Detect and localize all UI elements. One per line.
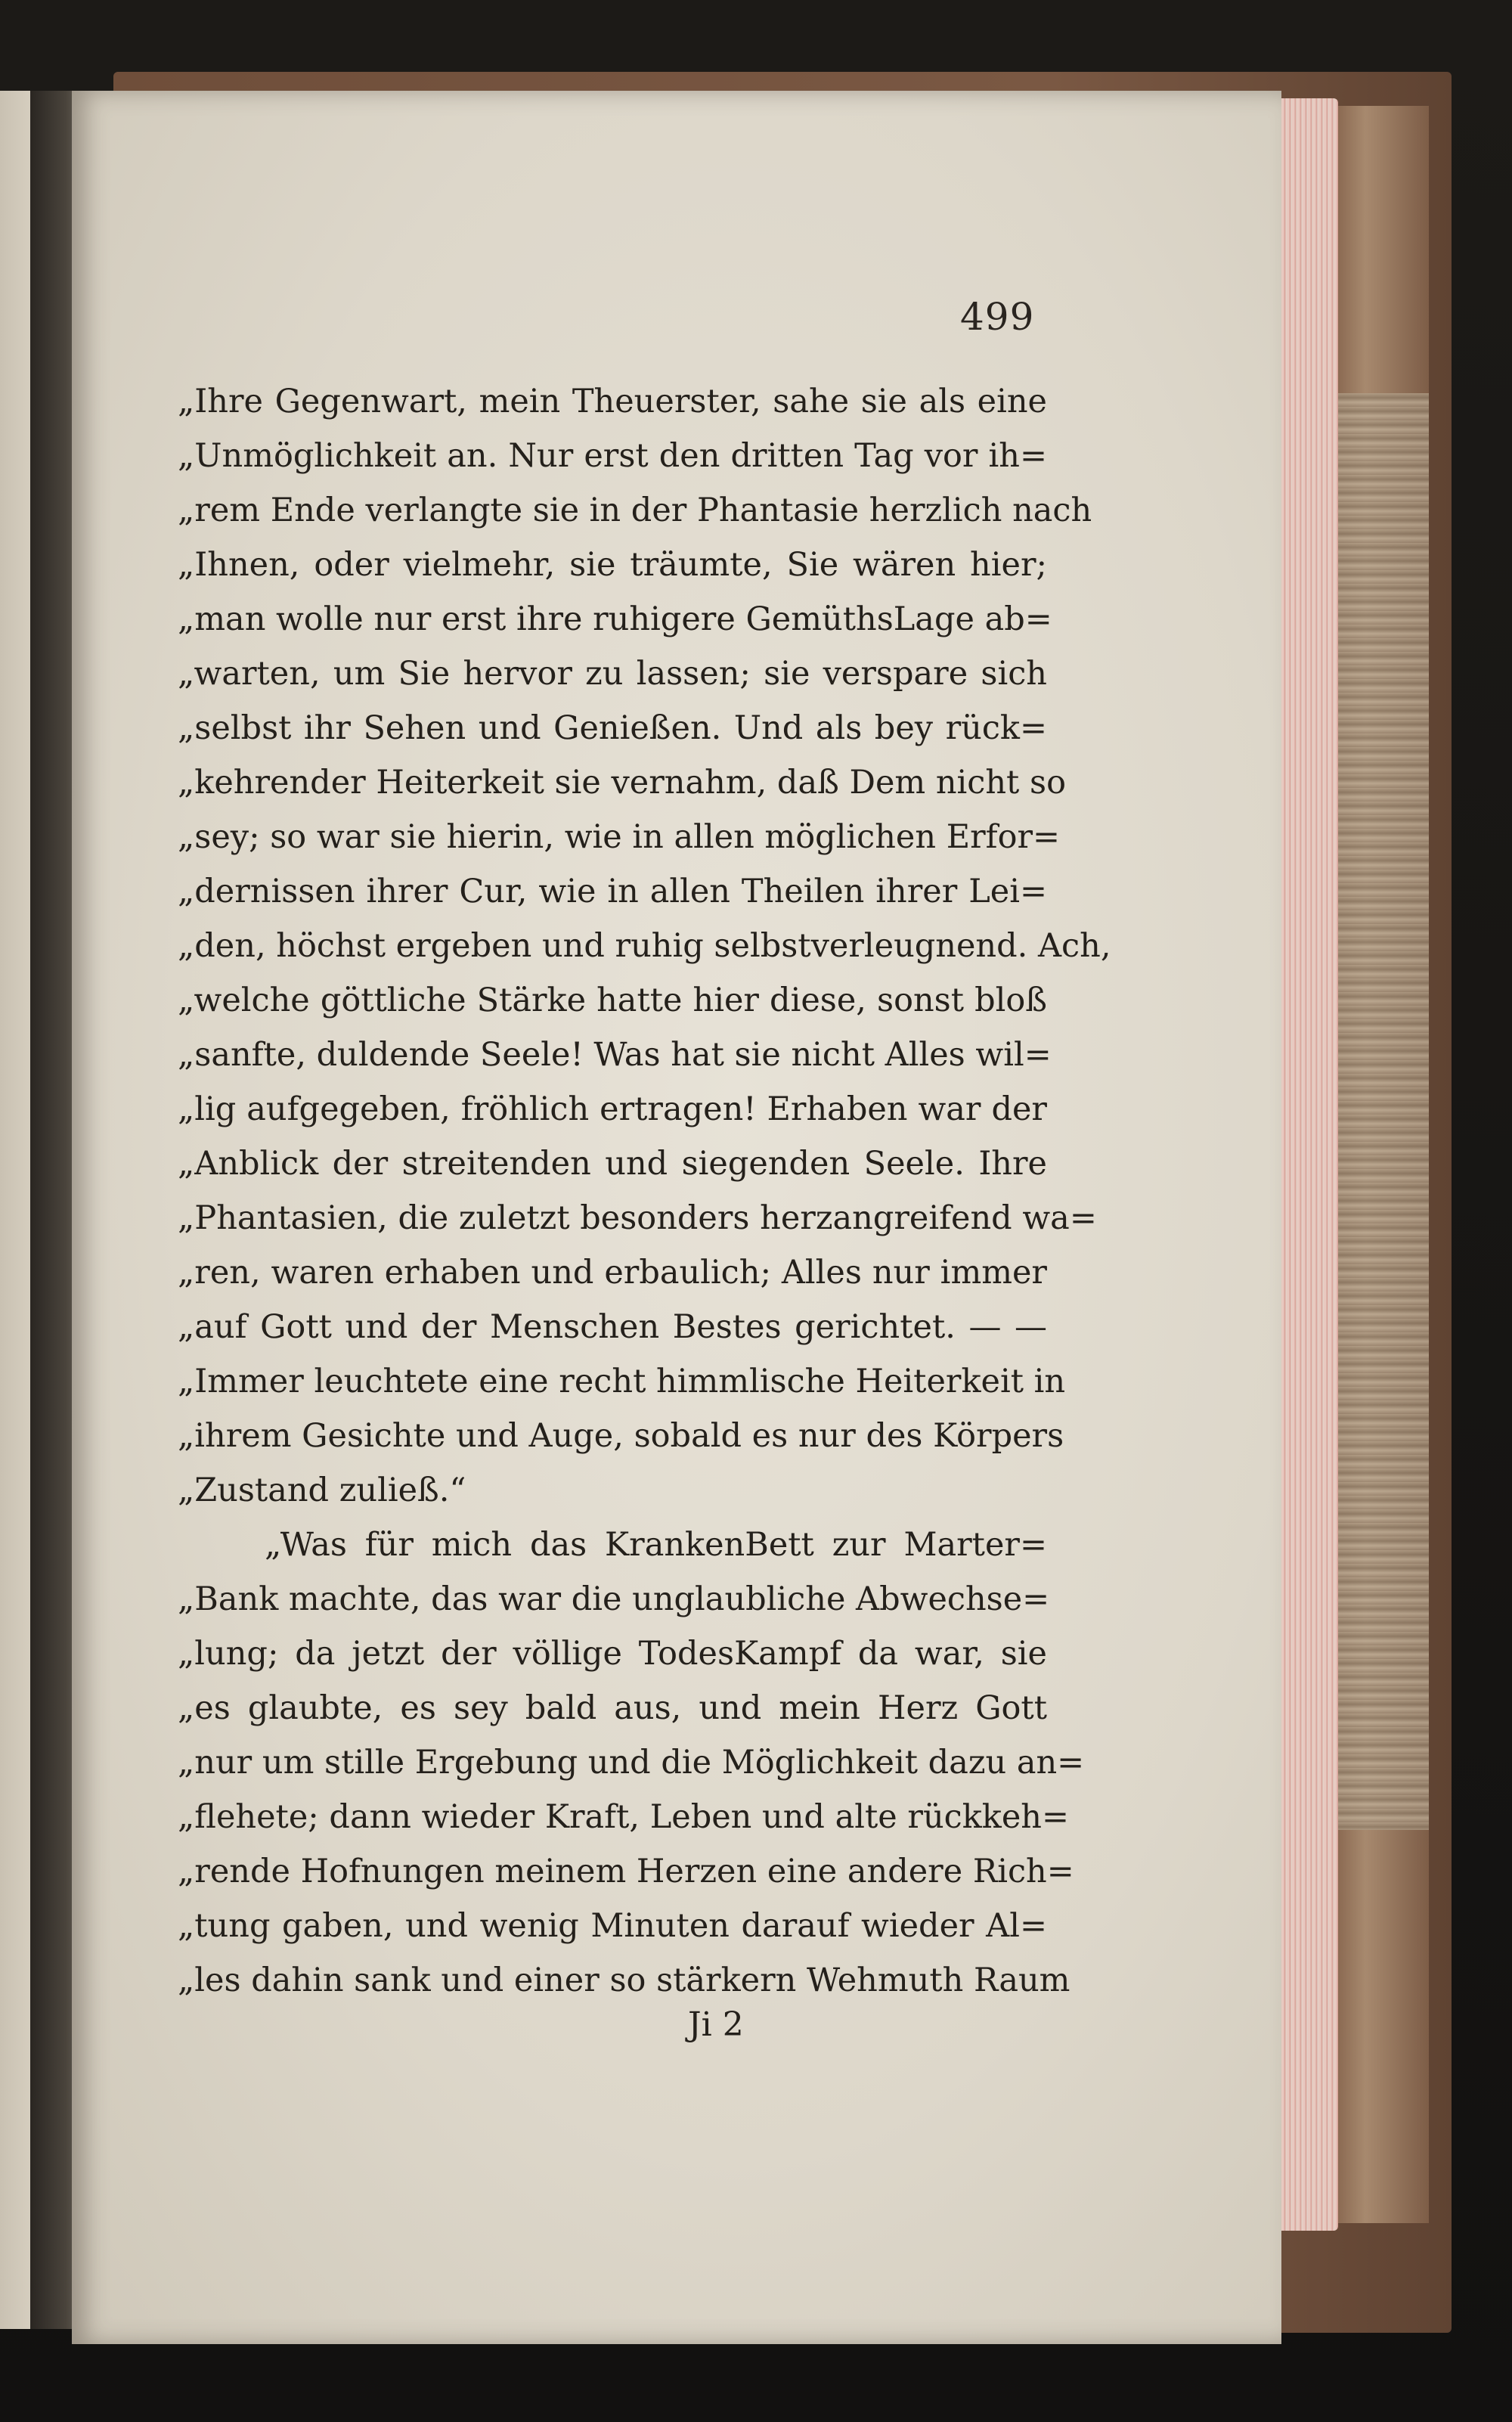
text-line: „Was für mich das KrankenBett zur Marter=: [265, 1526, 1047, 1564]
text-line: „Anblick der streitenden und siegenden Seele. Ihre: [178, 1145, 1047, 1183]
text-line: „selbst ihr Sehen und Genießen. Und als bey rück=: [178, 709, 1047, 747]
text-line: „kehrender Heiterkeit sie vernahm, daß Dem nicht so: [178, 764, 1066, 802]
text-line: „flehete; dann wieder Kraft, Leben und alte rückkeh=: [178, 1798, 1070, 1836]
page-text: [178, 374, 1111, 2008]
text-line: „auf Gott und der Menschen Bestes gerichtet. — —: [178, 1308, 1047, 1346]
text-line: „Immer leuchtete eine recht himmlische Heiterkeit in: [178, 1363, 1066, 1400]
text-line: „lung; da jetzt der völlige TodesKampf da war, sie: [178, 1635, 1047, 1673]
text-line: „es glaubte, es sey bald aus, und mein Herz Gott: [178, 1689, 1047, 1727]
signature-mark: Ji 2: [688, 2005, 744, 2044]
text-line: „tung gaben, und wenig Minuten darauf wieder Al=: [178, 1907, 1047, 1945]
text-line: „rem Ende verlangte sie in der Phantasie herzlich nach: [178, 492, 1092, 529]
text-line: „rende Hofnungen meinem Herzen eine andere Rich=: [178, 1853, 1074, 1890]
spine-marbling: [1338, 393, 1429, 1830]
text-line: „Bank machte, das war die unglaubliche Abwechse=: [178, 1580, 1050, 1618]
text-line: „Phantasien, die zuletzt besonders herzangreifend wa=: [178, 1199, 1097, 1237]
text-line: „warten, um Sie hervor zu lassen; sie verspare sich: [178, 655, 1047, 693]
text-line: „sey; so war sie hierin, wie in allen möglichen Erfor=: [178, 818, 1061, 856]
text-line: „Ihnen, oder vielmehr, sie träumte, Sie wären hier;: [178, 546, 1047, 584]
text-line: „den, höchst ergeben und ruhig selbstverleugnend. Ach,: [178, 927, 1111, 965]
text-line: „ren, waren erhaben und erbaulich; Alles nur immer: [178, 1254, 1047, 1292]
text-line: „Ihre Gegenwart, mein Theuerster, sahe sie als eine: [178, 383, 1047, 420]
page-number: 499: [960, 295, 1035, 339]
text-line: „les dahin sank und einer so stärkern Wehmuth Raum: [178, 1961, 1070, 1999]
text-line: „man wolle nur erst ihre ruhigere GemüthsLage ab=: [178, 600, 1052, 638]
text-line: „lig aufgegeben, fröhlich ertragen! Erhaben war der: [178, 1090, 1047, 1128]
text-line: „sanfte, duldende Seele! Was hat sie nicht Alles wil=: [178, 1036, 1052, 1074]
text-line: „dernissen ihrer Cur, wie in allen Theilen ihrer Lei=: [178, 873, 1047, 910]
text-line: „Unmöglichkeit an. Nur erst den dritten Tag vor ih=: [178, 437, 1047, 475]
text-line: „nur um stille Ergebung und die Möglichkeit dazu an=: [178, 1744, 1085, 1782]
text-line: „welche göttliche Stärke hatte hier diese, sonst bloß: [178, 982, 1047, 1019]
text-line: „Zustand zuließ.“: [178, 1471, 466, 1509]
text-line: „ihrem Gesichte und Auge, sobald es nur des Körpers: [178, 1417, 1064, 1455]
